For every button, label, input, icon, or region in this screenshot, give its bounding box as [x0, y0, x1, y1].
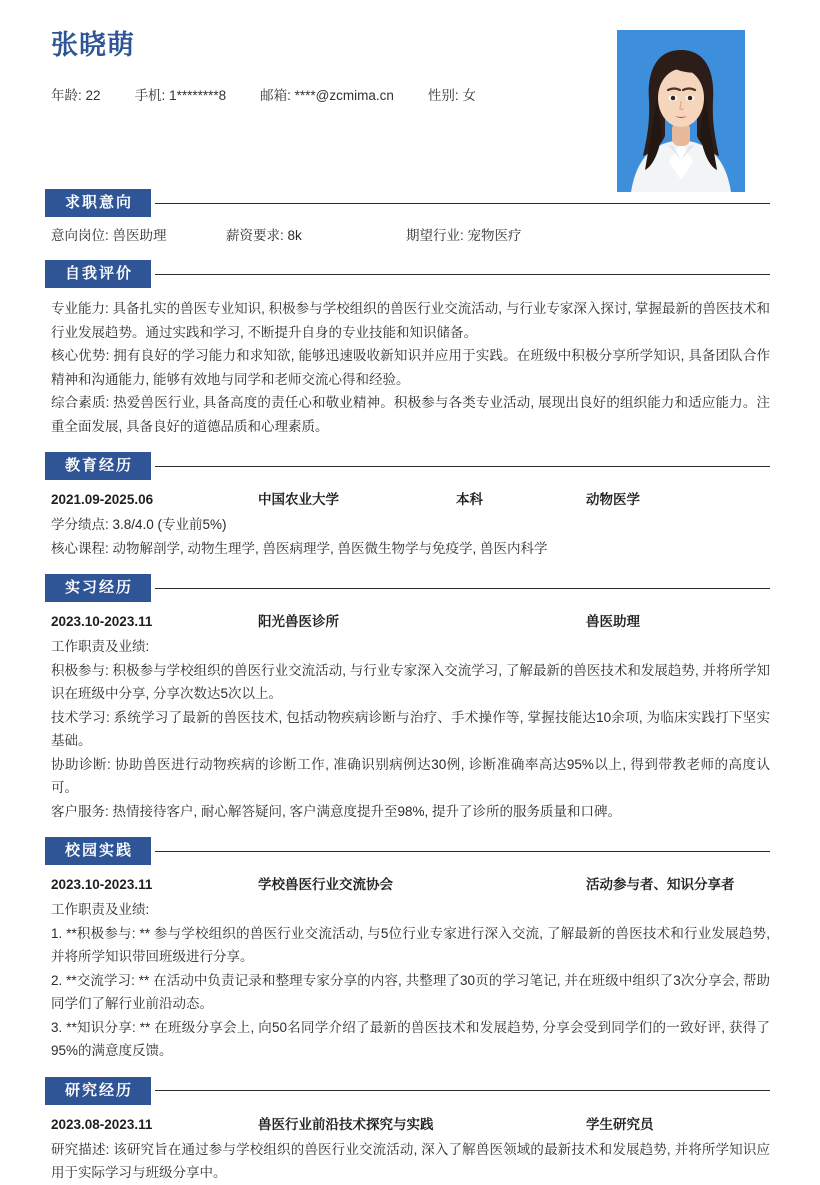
education-degree: 本科	[456, 492, 483, 507]
internship-date: 2023.10-2023.11	[51, 614, 153, 629]
education-school: 中国农业大学	[258, 492, 339, 507]
section-title-internship: 实习经历	[45, 574, 151, 602]
section-header-job-intent	[45, 189, 775, 217]
field-label: 意向岗位:	[51, 228, 109, 243]
section-rule	[155, 274, 770, 275]
section-campus-practice	[45, 837, 775, 1063]
campus-role: 活动参与者、知识分享者	[586, 877, 735, 892]
self-eval-paragraph-strengths: 核心优势: 拥有良好的学习能力和求知欲, 能够迅速吸收新知识并应用于实践。在班级中积极分享所学知识, 具备团队合作精神和沟通能力, 能够有效地与同学和老师交流心得和经验。	[51, 348, 770, 387]
job-intent-fields	[51, 226, 770, 246]
section-body-job-intent	[45, 226, 775, 246]
contact-value-phone: 1********8	[169, 88, 227, 103]
section-rule	[155, 1090, 770, 1091]
candidate-photo	[617, 30, 745, 192]
research-project: 兽医行业前沿技术探究与实践	[258, 1116, 434, 1132]
section-body-campus-practice	[45, 874, 775, 1063]
education-entry-header	[51, 489, 770, 511]
section-body-research	[45, 1114, 775, 1185]
contact-value-age: 22	[85, 88, 101, 103]
internship-paragraph-technical: 技术学习: 系统学习了最新的兽医技术, 包括动物疾病诊断与治疗、手术操作等, 掌握技能达10余项, 为临床实践打下坚实基础。	[51, 709, 770, 748]
education-gpa: 学分绩点: 3.8/4.0 (专业前5%)	[51, 517, 227, 532]
section-title-job-intent: 求职意向	[45, 189, 151, 217]
section-title-education: 教育经历	[45, 452, 151, 480]
self-eval-paragraph-professional: 专业能力: 具备扎实的兽医专业知识, 积极参与学校组织的兽医行业交流活动, 与行业专家深入探讨, 掌握最新的兽医技术和行业发展趋势。通过实践和学习, 不断提升自身的专业技能和知识储备。	[51, 301, 770, 340]
campus-entry-header	[51, 874, 770, 896]
section-body-internship	[45, 611, 775, 823]
campus-organization: 学校兽医行业交流协会	[258, 877, 393, 892]
contact-label-gender: 性别:	[427, 88, 459, 103]
internship-paragraph-customer-service: 客户服务: 热情接待客户, 耐心解答疑问, 客户满意度提升至98%, 提升了诊所的服务质量和口碑。	[51, 803, 622, 819]
contact-label-phone: 手机:	[134, 88, 166, 103]
section-education	[45, 452, 775, 560]
internship-lead: 工作职责及业绩:	[51, 639, 150, 654]
internship-company: 阳光兽医诊所	[258, 614, 339, 629]
section-self-evaluation	[45, 260, 775, 438]
education-courses: 核心课程: 动物解剖学, 动物生理学, 兽医病理学, 兽医微生物学与免疫学, 兽医内科学	[51, 540, 548, 556]
research-date: 2023.08-2023.11	[51, 1116, 153, 1132]
section-body-education	[45, 489, 775, 560]
campus-date: 2023.10-2023.11	[51, 877, 153, 892]
field-industry	[406, 226, 522, 246]
candidate-name: 张晓萌	[51, 30, 135, 60]
contact-label-age: 年龄:	[51, 88, 82, 103]
section-rule	[155, 588, 770, 589]
education-major: 动物医学	[586, 492, 640, 507]
contact-value-email: ****@zcmima.cn	[294, 88, 394, 103]
field-salary	[226, 226, 406, 246]
contact-item-phone	[135, 86, 227, 106]
field-label: 期望行业:	[406, 228, 464, 243]
field-value: 兽医助理	[112, 228, 167, 243]
section-body-self-evaluation	[45, 297, 775, 438]
research-entry-header	[51, 1114, 770, 1136]
section-header-campus-practice	[45, 837, 775, 865]
research-paragraph-description: 研究描述: 该研究旨在通过参与学校组织的兽医行业交流活动, 深入了解兽医领域的最新技术和发展趋势, 并将所学知识应用于实际学习与班级分享中。	[51, 1141, 770, 1180]
field-value: 8k	[287, 228, 302, 243]
self-eval-paragraph-qualities: 综合素质: 热爱兽医行业, 具备高度的责任心和敬业精神。积极参与各类专业活动, 展现出良好的组织能力和适应能力。注重全面发展, 具备良好的道德品质和心理素质。	[51, 395, 770, 434]
section-rule	[155, 466, 770, 467]
internship-paragraph-participation: 积极参与: 积极参与学校组织的兽医行业交流活动, 与行业专家深入交流学习, 了解最新的兽医技术和发展趋势, 并将所学知识在班级中分享, 分享次数达5次以上。	[51, 662, 770, 701]
section-rule	[155, 851, 770, 852]
contact-item-gender	[428, 86, 476, 106]
section-header-self-evaluation	[45, 260, 775, 288]
campus-paragraph-sharing: 3. **知识分享: ** 在班级分享会上, 向50名同学介绍了最新的兽医技术和发展趋势, 分享会受到同学们的一致好评, 获得了95%的满意度反馈。	[51, 1019, 770, 1058]
internship-role: 兽医助理	[586, 614, 640, 629]
section-job-intent	[45, 189, 775, 246]
campus-paragraph-participation: 1. **积极参与: ** 参与学校组织的兽医行业交流活动, 与5位行业专家进行深入交流, 了解最新的兽医技术和行业发展趋势, 并将所学知识带回班级进行分享。	[51, 925, 770, 964]
section-header-internship	[45, 574, 775, 602]
section-header-research	[45, 1077, 775, 1105]
internship-paragraph-diagnosis: 协助诊断: 协助兽医进行动物疾病的诊断工作, 准确识别病例达30例, 诊断准确率高达95%以上, 得到带教老师的高度认可。	[51, 756, 770, 795]
contact-label-email: 邮箱:	[260, 88, 291, 103]
contact-value-gender: 女	[462, 88, 476, 103]
internship-entry-header	[51, 611, 770, 633]
research-role: 学生研究员	[586, 1116, 654, 1132]
campus-paragraph-exchange: 2. **交流学习: ** 在活动中负责记录和整理专家分享的内容, 共整理了30页的学习笔记, 并在班级中组织了3次分享会, 帮助同学们了解行业前沿动态。	[51, 972, 770, 1011]
field-intended-position	[51, 226, 226, 246]
field-value: 宠物医疗	[467, 228, 522, 243]
section-rule	[155, 203, 770, 204]
section-internship	[45, 574, 775, 823]
field-label: 薪资要求:	[226, 228, 284, 243]
section-research	[45, 1077, 775, 1185]
education-date: 2021.09-2025.06	[51, 492, 154, 507]
section-title-research: 研究经历	[45, 1077, 151, 1105]
section-title-self-evaluation: 自我评价	[45, 260, 151, 288]
resume-header	[45, 0, 775, 175]
contact-item-age	[51, 86, 101, 106]
section-header-education	[45, 452, 775, 480]
section-title-campus-practice: 校园实践	[45, 837, 151, 865]
campus-lead: 工作职责及业绩:	[51, 902, 150, 917]
contact-item-email	[260, 86, 394, 106]
